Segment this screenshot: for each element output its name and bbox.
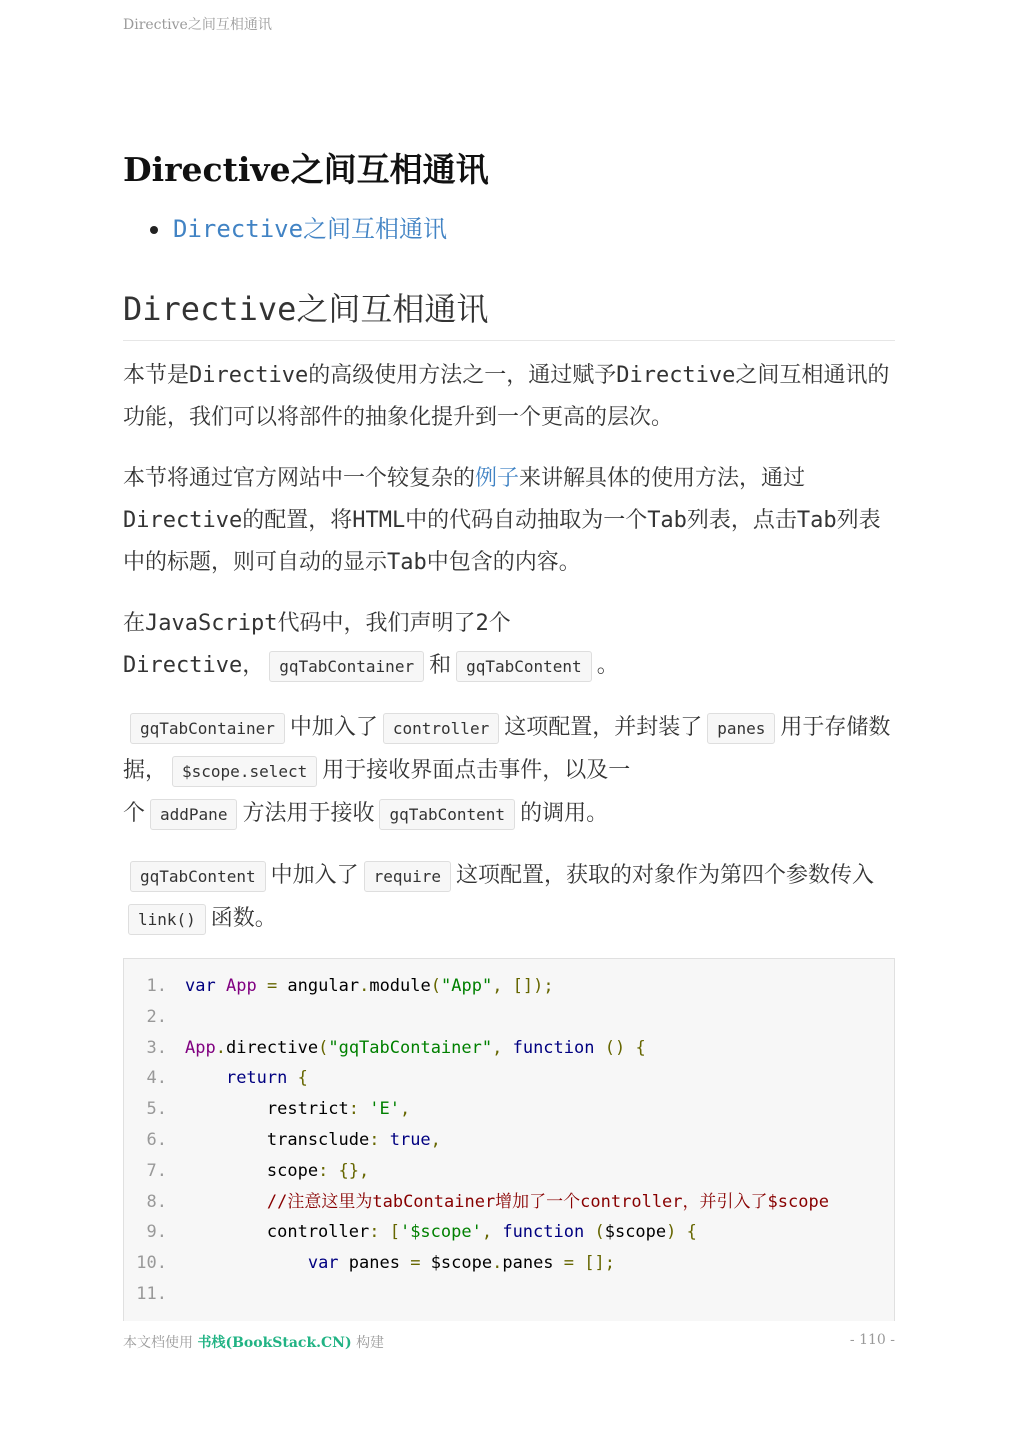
code-line <box>124 1033 894 1064</box>
inline-code: gqTabContent <box>379 799 515 830</box>
code-token: restrict <box>185 1099 349 1120</box>
code-token: ) { <box>666 1222 697 1243</box>
code-token: controller <box>185 1222 370 1243</box>
inline-code: gqTabContent <box>456 651 592 682</box>
inline-code: gqTabContent <box>130 861 266 892</box>
code-block <box>123 958 895 1321</box>
code-token <box>287 1068 297 1088</box>
code-token: = <box>266 976 278 996</box>
code-token: . <box>359 976 370 996</box>
paragraph-text: 中加入了 <box>289 715 378 740</box>
line-number: 6. <box>146 1129 167 1150</box>
code-token <box>185 1253 308 1273</box>
code-line <box>124 971 894 1002</box>
code-token: . <box>492 1253 503 1274</box>
section-heading: Directive之间互相通讯 <box>123 284 895 341</box>
paragraph-text: 用于接收界面点击事件，以及一 <box>322 758 631 783</box>
code-token <box>594 1038 604 1058</box>
code-token <box>584 1222 594 1242</box>
inline-code: $scope.select <box>172 756 317 787</box>
code-token: = []; <box>563 1253 615 1274</box>
code-token: panes <box>502 1253 564 1274</box>
table-of-contents <box>150 214 447 244</box>
code-token: ( <box>594 1222 605 1243</box>
code-token: ; <box>543 976 554 996</box>
line-number: 4. <box>146 1068 167 1089</box>
code-token: { <box>297 1068 308 1089</box>
paragraph-text: 。 <box>596 653 619 678</box>
code-token: : <box>369 1129 390 1150</box>
line-number: 3. <box>146 1037 167 1058</box>
code-token: . <box>215 1037 226 1058</box>
code-token <box>185 1192 267 1212</box>
code-token: App <box>185 1037 216 1058</box>
paragraph-text: Directive， <box>123 653 265 678</box>
line-number: 2. <box>146 1006 167 1027</box>
code-line <box>124 1187 894 1218</box>
code-token: : {}, <box>318 1160 370 1181</box>
code-token: directive <box>225 1037 319 1058</box>
inline-code: gqTabContainer <box>130 713 285 744</box>
inline-code: panes <box>707 713 775 744</box>
paragraph-text: 个 <box>123 801 146 826</box>
code-token: scope <box>185 1160 319 1181</box>
code-token: transclude <box>185 1129 370 1150</box>
code-token: $scope <box>420 1253 493 1274</box>
code-line <box>124 1094 894 1125</box>
code-line <box>124 1248 894 1279</box>
code-token: function <box>502 1222 585 1243</box>
paragraph-declare <box>123 603 895 688</box>
code-line <box>124 1217 894 1248</box>
paragraph-text: 这项配置，并封装了 <box>504 715 703 740</box>
bullet-icon <box>150 226 158 234</box>
code-token: ( <box>318 1037 329 1058</box>
code-line <box>124 1125 894 1156</box>
code-lines <box>124 959 894 1310</box>
paragraph-container <box>123 707 895 836</box>
running-header: Directive之间互相通讯 <box>123 17 272 33</box>
toc-item <box>150 214 447 244</box>
code-token: () { <box>604 1037 646 1058</box>
code-line <box>124 1156 894 1187</box>
code-token: angular <box>277 976 360 996</box>
paragraph-text: 方法用于接收 <box>242 801 375 826</box>
code-token: function <box>512 1037 595 1058</box>
line-number: 1. <box>146 976 167 996</box>
example-link[interactable]: 例子 <box>475 466 520 491</box>
code-token: , <box>399 1099 411 1120</box>
footer-suffix: 构建 <box>356 1335 385 1351</box>
code-token: //注意这里为tabContainer增加了一个controller，并引入了$scope <box>266 1191 829 1212</box>
code-token: App <box>225 976 257 996</box>
code-token: = <box>410 1253 421 1274</box>
footer-brand[interactable]: 书栈(BookStack.CN) <box>197 1335 352 1351</box>
paragraph-intro: 本节是Directive的高级使用方法之一，通过赋予Directive之间互相通讯的功能，我们可以将部件的抽象化提升到一个更高的层次。 <box>123 363 890 430</box>
line-number: 9. <box>146 1222 167 1243</box>
paragraph-text: 的调用。 <box>520 801 609 826</box>
page-title: Directive之间互相通讯 <box>123 150 489 189</box>
code-token: $scope <box>604 1222 667 1243</box>
code-token: module <box>369 976 431 996</box>
code-token: : <box>348 1099 370 1120</box>
code-token: "App" <box>441 976 493 996</box>
paragraph-text: 在JavaScript代码中，我们声明了2个 <box>123 611 511 636</box>
code-token: , <box>492 1037 513 1058</box>
code-token: '$scope' <box>399 1222 482 1243</box>
paragraph-text: 本节将通过官方网站中一个较复杂的 <box>123 466 476 491</box>
line-number: 5. <box>146 1099 167 1120</box>
line-number: 8. <box>146 1191 167 1212</box>
page-number: - 110 - <box>849 1332 895 1348</box>
paragraph-text: 和 <box>429 653 452 678</box>
inline-code: controller <box>383 713 499 744</box>
code-token <box>185 1068 226 1088</box>
toc-link[interactable]: Directive之间互相通讯 <box>173 215 448 243</box>
code-line <box>124 1063 894 1094</box>
line-number: 11. <box>136 1283 167 1304</box>
code-token: 'E' <box>369 1099 400 1120</box>
line-number: 10. <box>136 1253 167 1274</box>
code-token: , <box>430 1129 441 1150</box>
paragraph-content <box>123 855 895 941</box>
code-token: ( <box>430 976 441 996</box>
code-token <box>216 976 226 996</box>
paragraph-text: 用于存储数据， <box>123 715 891 783</box>
code-token <box>257 976 267 996</box>
inline-code: gqTabContainer <box>269 651 424 682</box>
code-token: , <box>481 1222 503 1243</box>
page-footer <box>123 1332 895 1352</box>
code-line <box>124 1002 894 1033</box>
paragraph-text: 来讲解具体的使用方法，通过Directive的配置，将HTML中的代码自动抽取为一个Tab列表，点击Tab列表中的标题，则可自动的显示Tab中包含的内容。 <box>123 466 881 575</box>
code-token: , []) <box>492 976 544 996</box>
code-line <box>124 1279 894 1310</box>
article-body <box>123 355 895 960</box>
inline-code: require <box>364 861 451 892</box>
paragraph-text: 函数。 <box>210 906 277 931</box>
code-token: var <box>307 1253 339 1274</box>
footer-prefix: 本文档使用 <box>123 1335 193 1351</box>
inline-code: addPane <box>150 799 237 830</box>
paragraph-example <box>123 458 895 584</box>
code-token: return <box>225 1068 288 1089</box>
code-token: "gqTabContainer" <box>328 1037 493 1058</box>
code-token: var <box>185 976 216 996</box>
paragraph-text: 中加入了 <box>270 863 359 888</box>
code-token: panes <box>338 1253 411 1274</box>
code-token: : [ <box>369 1222 400 1243</box>
inline-code: link() <box>128 904 206 935</box>
paragraph-text: 这项配置，获取的对象作为第四个参数传入 <box>456 863 875 888</box>
line-number: 7. <box>146 1160 167 1181</box>
code-token: true <box>389 1129 431 1150</box>
